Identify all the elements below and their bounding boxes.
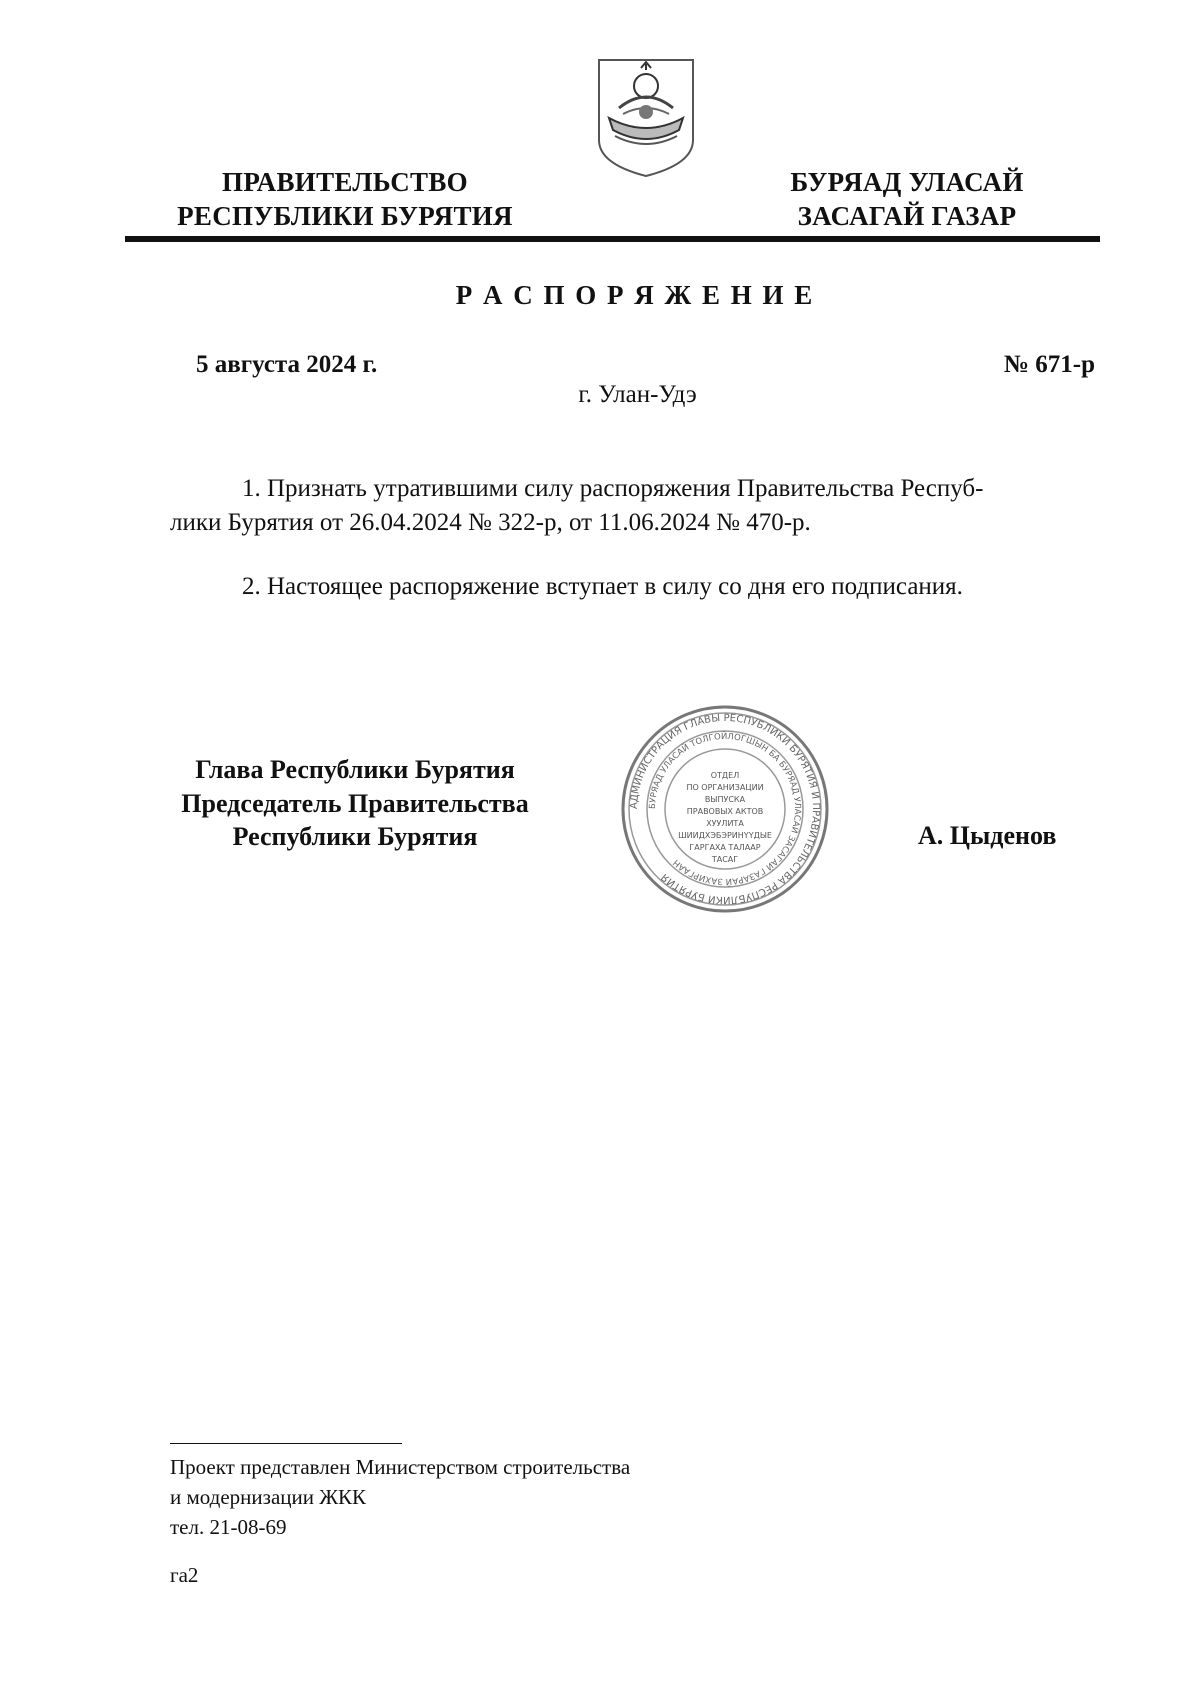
paragraph-2: 2. Настоящее распоряжение вступает в силу со дня его подписания.	[242, 573, 963, 600]
svg-text:БУРЯАД УЛАСАЙ ТОЛГОЙЛОГШЫН БА: БУРЯАД УЛАСАЙ ТОЛГОЙЛОГШЫН БА БУРЯАД УЛАСАЙ ЗАСАГАЙ ГАЗАРАЙ ЗАХИРГААН	[647, 731, 803, 887]
signatory-role-line1: Глава Республики Бурятия	[195, 755, 515, 784]
coat-of-arms-icon	[595, 56, 697, 180]
official-seal-icon	[620, 704, 830, 914]
footer-line1: Проект представлен Министерством строительства	[170, 1455, 631, 1479]
header-left-line1: ПРАВИТЕЛЬСТВО	[222, 167, 468, 197]
document-date: 5 августа 2024 г.	[196, 351, 378, 378]
header-right-line2: ЗАСАГАЙ ГАЗАР	[797, 201, 1017, 231]
document-city: г. Улан-Удэ	[578, 381, 697, 408]
document-number: № 671-р	[1003, 351, 1095, 378]
footer-line2: и модернизации ЖКК	[170, 1485, 367, 1509]
svg-text:ХУУЛИТА: ХУУЛИТА	[706, 819, 744, 828]
svg-text:ТАСАГ: ТАСАГ	[711, 855, 739, 864]
svg-text:ВЫПУСКА: ВЫПУСКА	[704, 795, 746, 804]
header-right-line1: БУРЯАД УЛАСАЙ	[790, 167, 1024, 197]
signatory-name: А. Цыденов	[918, 821, 1057, 850]
footer-divider	[170, 1443, 402, 1444]
paragraph-1-line1: 1. Признать утратившими силу распоряжения Правительства Респуб-	[242, 475, 984, 502]
signatory-role-line3: Республики Бурятия	[232, 822, 478, 851]
svg-text:АДМИНИСТРАЦИЯ ГЛАВЫ РЕСПУБЛИКИ: АДМИНИСТРАЦИЯ ГЛАВЫ РЕСПУБЛИКИ БУРЯТИЯ И ПРАВИТЕЛЬСТВА РЕСПУБЛИКИ БУРЯТИЯ	[628, 712, 822, 906]
svg-text:ГАРГАХА ТАЛААР: ГАРГАХА ТАЛААР	[689, 843, 761, 852]
document-title: Р А С П О Р Я Ж Е Н И Е	[455, 280, 815, 310]
header-left-line2: РЕСПУБЛИКИ БУРЯТИЯ	[177, 201, 513, 231]
footer-phone: тел. 21-08-69	[170, 1515, 287, 1539]
svg-text:ШИИДХЭБЭРИНҮҮДЫЕ: ШИИДХЭБЭРИНҮҮДЫЕ	[678, 831, 772, 840]
svg-text:ПРАВОВЫХ АКТОВ: ПРАВОВЫХ АКТОВ	[686, 807, 764, 816]
signatory-role-line2: Председатель Правительства	[181, 789, 529, 818]
svg-text:ОТДЕЛ: ОТДЕЛ	[710, 771, 740, 780]
svg-text:ПО ОРГАНИЗАЦИИ: ПО ОРГАНИЗАЦИИ	[686, 783, 764, 792]
header-divider	[125, 236, 1100, 242]
footer-code: га2	[170, 1563, 199, 1587]
paragraph-1-line2: лики Бурятия от 26.04.2024 № 322-р, от 11.06.2024 № 470-р.	[170, 509, 811, 536]
